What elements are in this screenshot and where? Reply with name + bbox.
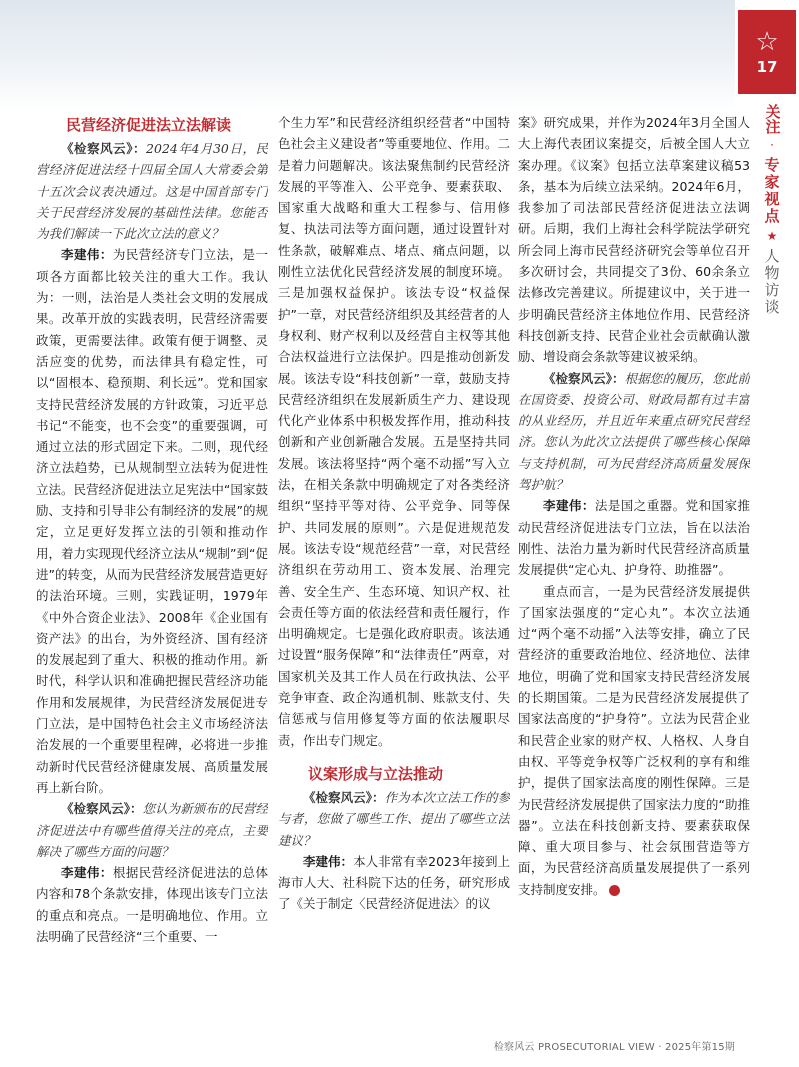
section-char: 访	[764, 281, 780, 299]
question-text: 您认为新颁布的民营经济促进法中有哪些值得关注的亮点，主要解决了哪些方面的问题？	[36, 801, 268, 859]
answer-text: 法是国之重器。党和国家推动民营经济促进法专门立法，旨在以法治刚性、法治力量为新时代民营经济高质量发展提供“定心丸、护身符、助推器”。	[518, 498, 750, 578]
section-char: 谈	[764, 298, 780, 316]
star-separator-icon: ★	[766, 229, 778, 243]
section-char: 专	[764, 156, 780, 174]
page-badge	[738, 10, 796, 94]
article-column-3	[518, 112, 750, 1037]
question-text: 作为本次立法工作的参与者，您做了哪些工作、提出了哪些立法建议？	[278, 789, 510, 848]
section-main-label: 关注	[763, 104, 782, 134]
page-footer: 检察风云 PROSECUTORIAL VIEW · 2025年第15期	[493, 1042, 735, 1053]
article-column-1	[36, 112, 268, 1037]
section-char: 物	[764, 264, 780, 282]
section-char: 视	[764, 190, 780, 208]
answer-text: 为民营经济专门立法，是一项各方面都比较关注的重大工作。我认为：一则，法治是人类社会文明的发展成果。改革开放的实践表明，民营经济需要政策，更需要法律。政策有便于调整、灵活应变的优势，而法律具有稳定性，可以“固根本、稳预期、利长远”。党和国家支持民营经济发展的方针政策，习近平总书记“不能变，也不会变”的重要强调，可通过立法的形式固定下来。二则，现代经济立法趋势，已从规制型立法转为促进性立法。民营经济促进法立足宪法中“国家鼓励、支持和引导非公有制经济的发展”的规定，立足更好发挥立法的引领和推动作用，着力实现现代经济立法从“规制”到“促进”的转变，从而为民营经济发展营造更好的法治环境。三则，实践证明，1979年《中外合资企业法》、2008年《企业国有资产法》的出台，为外资经济、国有经济的发展起到了重大、积极的推动作用。新时代，科学认识和准确把握民营经济功能作用和发展规律，为民营经济发展促进专门立法，是中国特色社会主义市场经济法治发展的一个重要里程碑，必将进一步推动新时代民营经济健康发展、高质量发展再上新台阶。	[36, 247, 268, 795]
body-text: 重点而言，一是为民营经济发展提供了国家法强度的“定心丸”。本次立法通过“两个毫不动摇”入法等安排，确立了民营经济的重要政治地位、经济地位、法律地位，明确了党和国家支持民营经济发展的长期国策。二是为民营经济发展提供了国家法高度的“护身符”。立法为民营企业和民营企业家的财产权、人格权、人身自由权、平等竞争权等广泛权利的享有和维护，提供了国家法高度的刚性保障。三是为民营经济发展提供了国家法力度的“助推器”。立法在科技创新支持、要素获取保障、重大项目参与、社会氛围营造等方面，为民营经济高质量发展提供了一系列支持制度安排。	[518, 583, 750, 897]
answer-text: 本人非常有幸2023年接到上海市人大、社科院下达的任务，研究形成了《关于制定〈民营经济促进法〉的议	[278, 853, 510, 912]
answer-label: 李建伟：	[61, 247, 113, 263]
answer-paragraph	[36, 244, 268, 798]
section-char: 点	[764, 207, 780, 225]
section-char: 人	[764, 247, 780, 265]
header-background	[0, 0, 735, 110]
question-text: 2024年4月30日，民营经济促进法经十四届全国人大常委会第十五次会议表决通过。这是中国首部专门关于民营经济发展的基础性法律。您能否为我们解读一下此次立法的意义？	[36, 141, 268, 242]
question-text: 根据您的履历，您此前在国资委、投资公司、财政局都有过丰富的从业经历，并且近年来重点研究民营经济。您认为此次立法提供了哪些核心保障与支持机制，可为民营经济高质量发展保驾护航？	[518, 370, 750, 493]
dot-separator-icon: ·	[770, 138, 774, 152]
answer-label: 李建伟：	[543, 498, 595, 514]
body-paragraph: 案》研究成果，并作为2024年3月全国人大上海代表团议案提交，后被全国人大立案办理。《议案》包括立法草案建议稿53条，基本为后续立法采纳。2024年6月，我参加了司法部民营经济促进法立法调研。后期，我们上海社会科学院法学研究所会同上海市民营经济研究会等单位召开多次研讨会，共同提交了3份、60余条立法修改完善建议。所提建议中，关于进一步明确民营经济主体地位作用、民营经济科技创新支持、民营企业社会贡献确认激励、增设商会条款等建议被采纳。	[518, 115, 750, 365]
body-paragraph: 个生力军”和民营经济组织经营者“中国特色社会主义建设者”等重要地位、作用。二是着力问题解决。该法聚焦制约民营经济发展的平等准入、公平竞争、要素获取、国家重大战略和重大工程参与、信用修复、执法司法等方面问题，通过设置针对性条款，破解难点、堵点、痛点问题，以刚性立法优化民营经济发展的制度环境。三是加强权益保护。该法专设“权益保护”一章，对民营经济组织及其经营者的人身权利、财产权利以及经营自主权等其他合法权益进行立法保护。四是推动创新发展。该法专设“科技创新”一章，鼓励支持民营经济组织在发展新质生产力、建设现代化产业体系中积极发挥作用，推动科技创新和产业创新融合发展。五是坚持共同发展。该法将坚持“两个毫不动摇”写入立法，在相关条款中明确规定了对各类经济组织“坚持平等对待、公平竞争、同等保护、共同发展的原则”。六是促进规范发展。该法专设“规范经营”一章，对民营经济组织在劳动用工、资本发展、治理完善、安全生产、生态环境、知识产权、社会责任等方面的依法经营和责任履行，作出明确规定。七是强化政府职责。该法通过设置“服务保障”和“法律责任”两章，对国家机关及其工作人员在行政执法、公平竞争审查、政企沟通机制、账款支付、失信惩戒与信用修复等方面的依法履职尽责，作出专门规定。	[278, 115, 510, 748]
end-mark-icon	[609, 885, 620, 896]
answer-text: 根据民营经济促进法的总体内容和78个条款安排，体现出该专门立法的重点和亮点。一是明确地位、作用。立法明确了民营经济“三个重要、一	[36, 865, 268, 944]
question-paragraph	[278, 787, 510, 851]
question-paragraph	[518, 368, 750, 496]
body-paragraph	[518, 581, 750, 900]
question-label: 《检察风云》：	[61, 801, 143, 817]
section-title: 议案形成与立法推动	[308, 764, 444, 783]
question-label: 《检察风云》：	[543, 370, 625, 386]
section-char: 家	[764, 173, 780, 191]
section-vertical-label	[750, 104, 794, 316]
answer-paragraph	[518, 495, 750, 580]
page-number: 17	[756, 58, 778, 76]
article-column-2	[278, 112, 510, 1037]
answer-label: 李建伟：	[303, 853, 354, 869]
question-label: 《检察风云》：	[303, 789, 385, 805]
question-label: 《检察风云》：	[61, 141, 147, 156]
answer-paragraph	[278, 851, 510, 915]
question-paragraph	[36, 798, 268, 862]
section-title: 民营经济促进法立法解读	[66, 116, 232, 134]
question-paragraph	[36, 138, 268, 244]
star-icon: ☆	[755, 27, 779, 57]
answer-label: 李建伟：	[61, 865, 113, 881]
answer-paragraph	[36, 862, 268, 947]
